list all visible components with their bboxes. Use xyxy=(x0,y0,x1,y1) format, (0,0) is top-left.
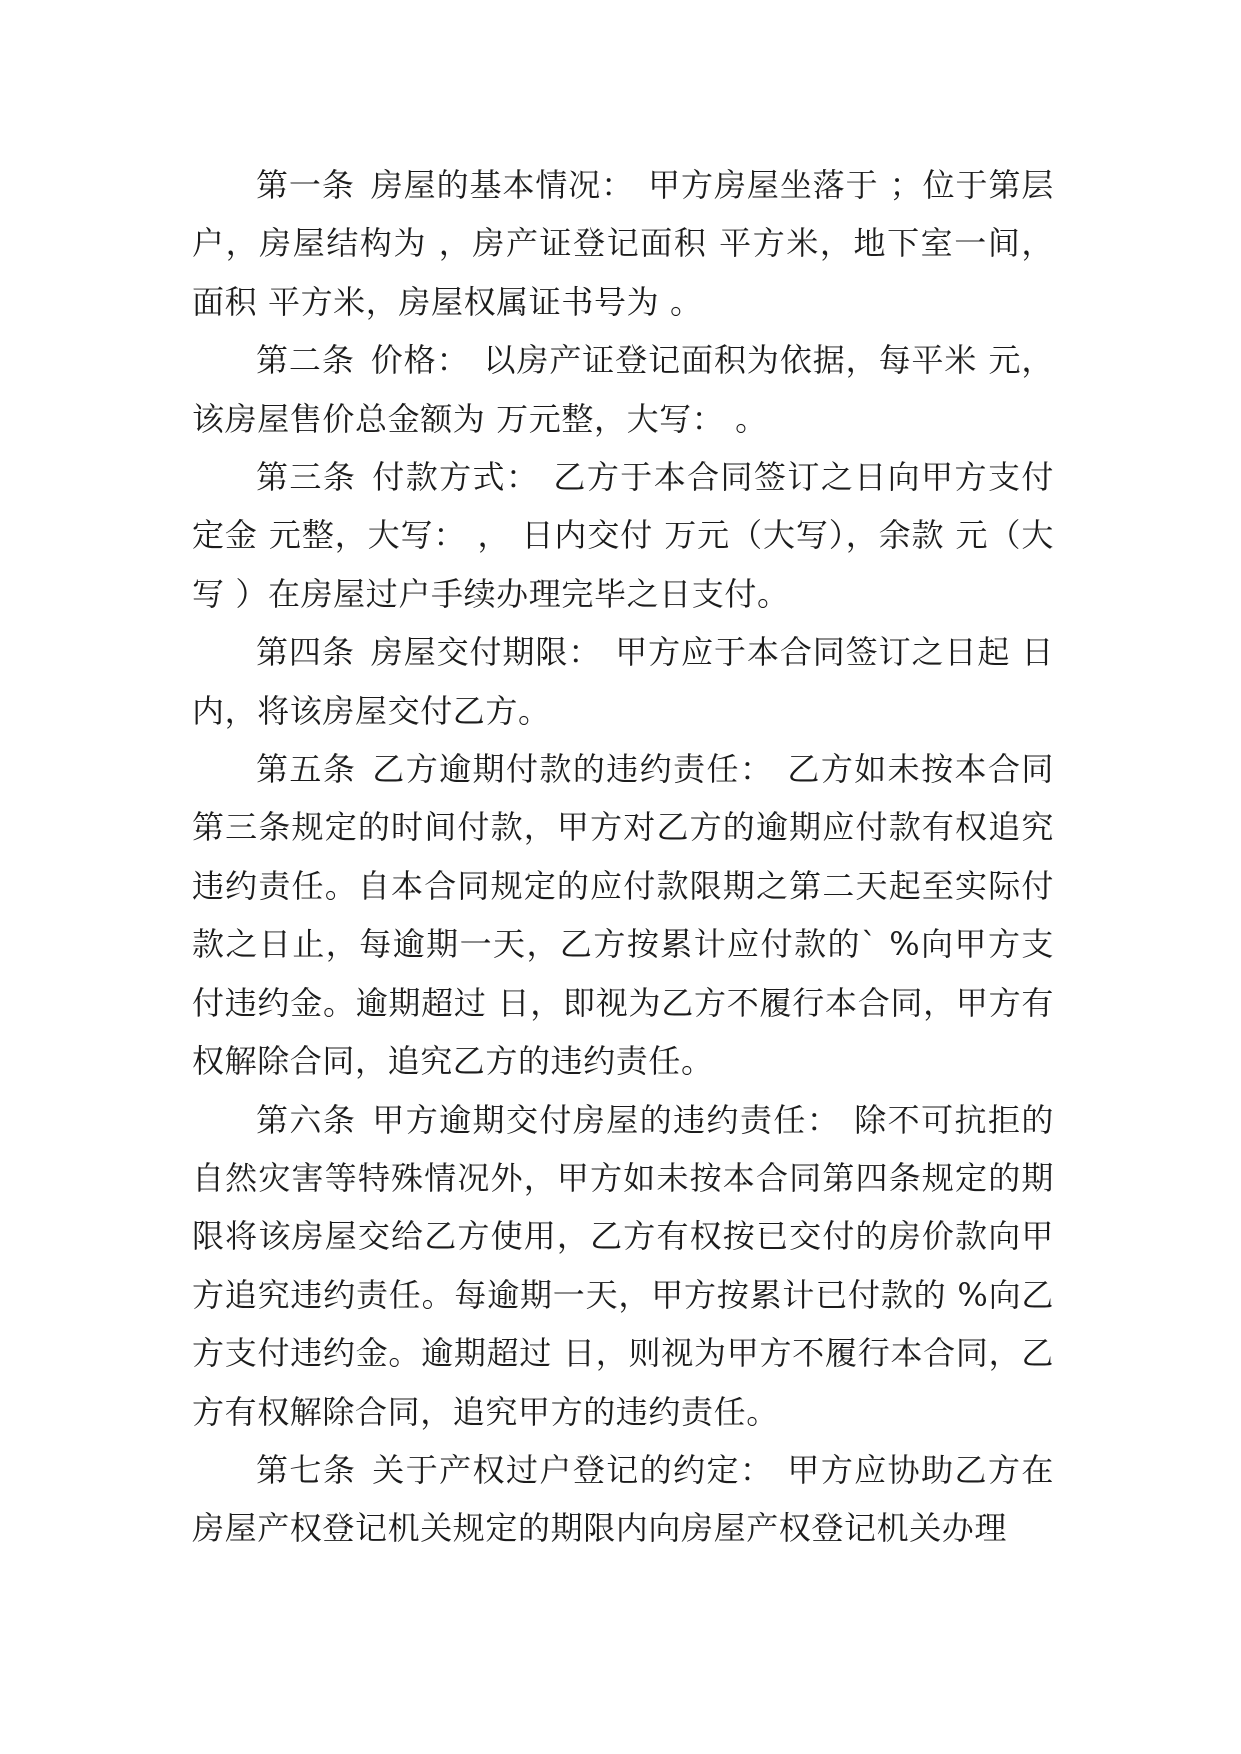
clause-heading: 房屋交付期限： xyxy=(370,633,602,672)
clause-heading: 付款方式： xyxy=(372,458,540,497)
clause-6 xyxy=(192,1091,1054,1441)
clause-heading: 关于产权过户登记的约定： xyxy=(372,1450,774,1489)
clause-text: 甲方应于本合同签订之日起 日内，将该房屋交付乙方。 xyxy=(192,633,1055,730)
clause-number: 第五条 xyxy=(256,750,357,789)
clause-heading: 房屋的基本情况： xyxy=(370,166,635,204)
contract-body xyxy=(192,156,1054,1558)
clause-7 xyxy=(192,1441,1054,1558)
clause-2 xyxy=(192,331,1054,448)
clause-heading: 甲方逾期交付房屋的违约责任： xyxy=(372,1100,841,1139)
clause-number: 第一条 xyxy=(256,166,355,204)
clause-number: 第二条 xyxy=(256,341,355,380)
clause-number: 第六条 xyxy=(256,1100,357,1139)
clause-1 xyxy=(192,156,1054,331)
clause-text: 乙方于本合同签订之日向甲方支付定金 元整，大写： ， 日内交付 万元（大写），余款 元（大写 ）在房屋过户手续办理完毕之日支付。 xyxy=(192,458,1054,613)
clause-number: 第七条 xyxy=(256,1450,357,1489)
clause-text: 甲方应协助乙方在房屋产权登记机关规定的期限内向房屋产权登记机关办理 xyxy=(192,1450,1054,1548)
clause-text: 除不可抗拒的自然灾害等特殊情况外，甲方如未按本合同第四条规定的期限将该房屋交给乙方使用，乙方有权按已交付的房价款向甲方追究违约责任。每逾期一天，甲方按累计已付款的 %向乙方支付违约金。逾期超过 日，则视为甲方不履行本合同，乙方有权解除合同，追究甲方的违约责任。 xyxy=(192,1100,1054,1431)
clause-number: 第三条 xyxy=(256,458,357,497)
clause-text: 乙方如未按本合同第三条规定的时间付款，甲方对乙方的逾期应付款有权追究违约责任。自本合同规定的应付款限期之第二天起至实际付款之日止，每逾期一天，乙方按累计应付款的` %向甲方支付违约金。逾期超过 日，即视为乙方不履行本合同，甲方有权解除合同，追究乙方的违约责任。 xyxy=(192,750,1054,1081)
clause-heading: 价格： xyxy=(370,341,470,380)
clause-5 xyxy=(192,740,1054,1090)
clause-text: 甲方房屋坐落于 ；位于第层 户，房屋结构为 ，房产证登记面积 平方米，地下室一间，面积 平方米，房屋权属证书号为 。 xyxy=(192,166,1054,321)
clause-4 xyxy=(192,623,1054,740)
clause-text: 以房产证登记面积为依据，每平米 元，该房屋售价总金额为 万元整，大写： 。 xyxy=(192,341,1054,438)
clause-heading: 乙方逾期付款的违约责任： xyxy=(372,750,774,789)
clause-number: 第四条 xyxy=(256,633,355,672)
clause-3 xyxy=(192,448,1054,623)
